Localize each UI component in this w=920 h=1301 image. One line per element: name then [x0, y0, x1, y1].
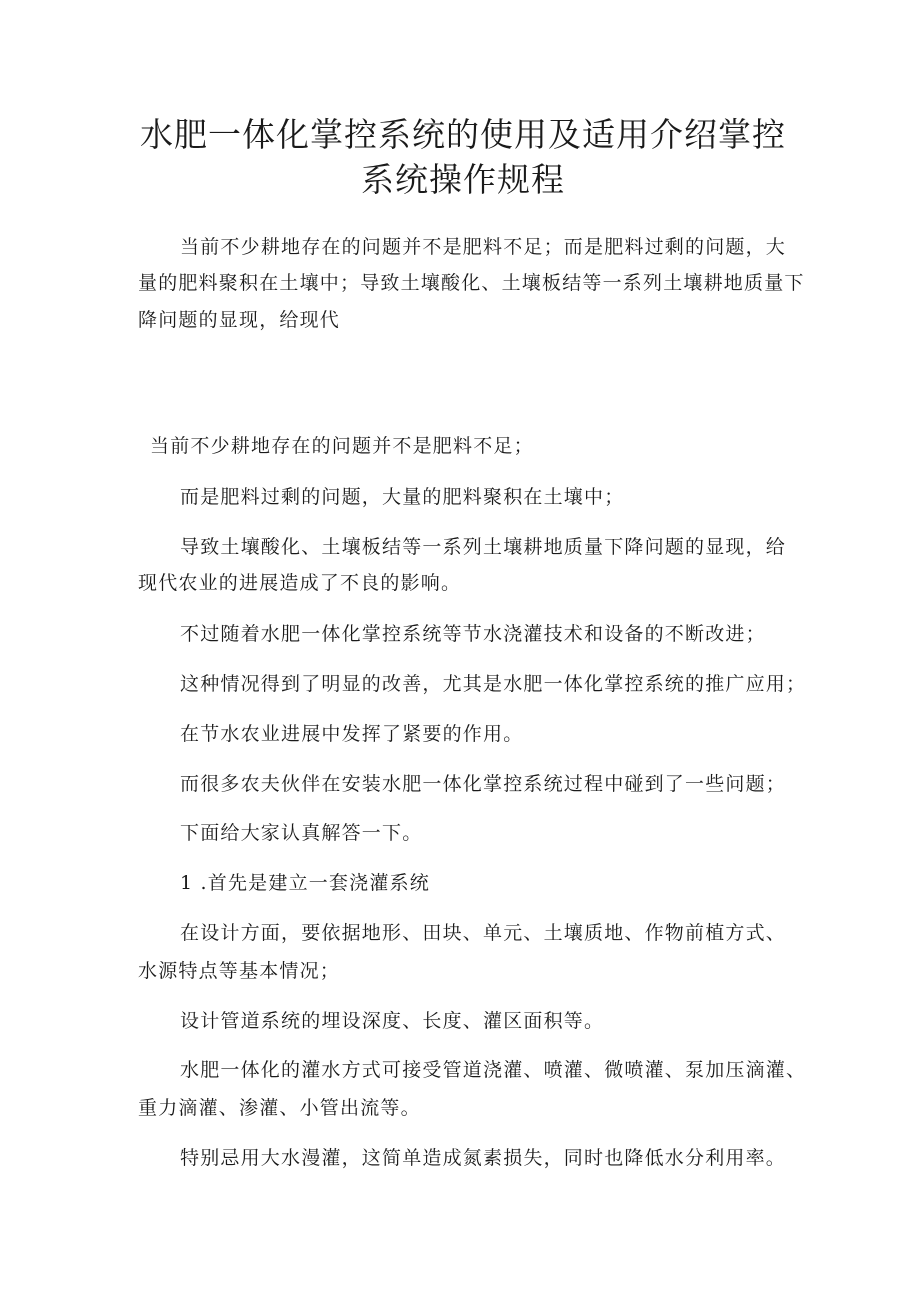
intro-line-3: 降问题的显现，给现代 — [138, 309, 341, 331]
intro-line-2: 量的肥料聚积在土壤中；导致土壤酸化、土壤板结等一系列土壤耕地质量下 — [138, 272, 805, 294]
body-line-9: 下面给大家认真解答一下。 — [180, 822, 423, 844]
document-title-line-1: 水肥一体化掌控系统的使用及适用介绍掌控 — [140, 115, 786, 154]
body-line-10: 在设计方面，要依据地形、田块、单元、土壤质地、作物前植方式、 — [180, 922, 787, 944]
body-line-14: 重力滴灌、渗灌、小管出流等。 — [138, 1097, 421, 1119]
body-line-7: 在节水农业进展中发挥了紧要的作用。 — [180, 723, 524, 745]
section-heading-1: 1 .首先是建立一套浇灌系统 — [180, 872, 430, 894]
body-line-6: 这种情况得到了明显的改善，尤其是水肥一体化掌控系统的推广应用； — [180, 673, 807, 695]
body-line-11: 水源特点等基本情况； — [138, 960, 341, 982]
body-line-2: 而是肥料过剩的问题，大量的肥料聚积在土壤中； — [180, 486, 625, 508]
body-line-8: 而很多农夫伙伴在安装水肥一体化掌控系统过程中碰到了一些问题； — [180, 773, 787, 795]
body-line-15: 特别忌用大水漫灌，这简单造成氮素损失，同时也降低水分利用率。 — [180, 1147, 787, 1169]
body-line-5: 不过随着水肥一体化掌控系统等节水浇灌技术和设备的不断改进； — [180, 623, 766, 645]
body-line-13: 水肥一体化的灌水方式可接受管道浇灌、喷灌、微喷灌、泵加压滴灌、 — [180, 1059, 807, 1081]
body-line-4: 现代农业的进展造成了不良的影响。 — [138, 572, 462, 594]
body-line-12: 设计管道系统的埋设深度、长度、灌区面积等。 — [180, 1010, 605, 1032]
body-line-1: 当前不少耕地存在的问题并不是肥料不足； — [150, 435, 534, 457]
intro-line-1: 当前不少耕地存在的问题并不是肥料不足；而是肥料过剩的问题，大 — [180, 236, 787, 258]
body-line-3: 导致土壤酸化、土壤板结等一系列土壤耕地质量下降问题的显现，给 — [180, 536, 787, 558]
document-title-line-2: 系统操作规程 — [361, 160, 565, 199]
